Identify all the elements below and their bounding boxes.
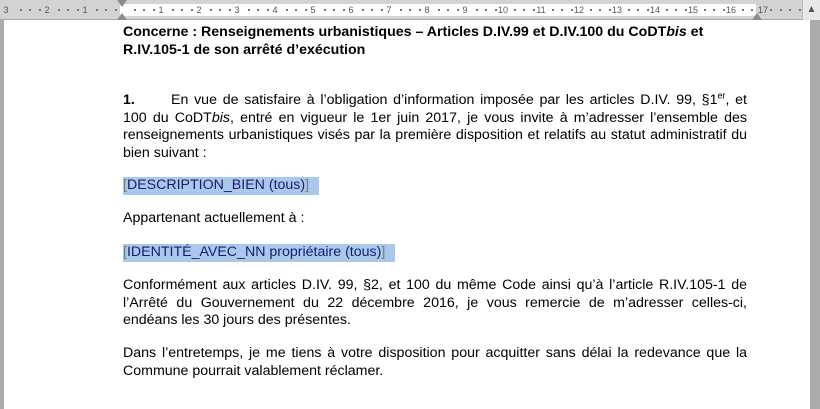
ruler-dot [191, 9, 193, 11]
field-close-bracket: ] [381, 244, 386, 260]
ruler-dot [153, 9, 155, 11]
paragraph-2: Conformément aux articles D.IV. 99, §2, et 100 du même Code ainsi qu’à l’article R.IV.105-1 de l’Arrêté du Gouvernement du 22 décembre 2016, je vous remercie de m’adresser celles-ci, endéans les 30 jours des présentes. [123, 277, 747, 328]
paragraph-1-text-a: En vue de satisfaire à l’obligation d’information imposée par les articles D.IV. 99, §1 [171, 92, 718, 108]
ruler-dot [799, 9, 801, 11]
ruler-dot [438, 9, 440, 11]
ruler-dot [666, 9, 668, 11]
ruler-number: 8 [424, 5, 430, 15]
ruler-number: 9 [462, 5, 468, 15]
field-identite-text: IDENTITÉ_AVEC_NN propriétaire (tous) [126, 244, 382, 260]
ruler-number: 3 [234, 5, 240, 15]
ruler-number: 17 [757, 5, 769, 15]
paragraph-1-italic: bis [211, 109, 230, 126]
subject-heading [123, 24, 747, 59]
paragraph-3: Dans l’entretemps, je me tiens à votre disposition pour acquitter sans délai la redevance que la Commune pourrait valablement réclamer. [123, 345, 747, 379]
ruler-dot [628, 9, 630, 11]
ruler-dot [476, 9, 478, 11]
ruler-dot [409, 9, 411, 11]
paragraph-1-text-b: , et 100 du CoDT [123, 92, 747, 126]
ruler-number: 11 [536, 5, 546, 15]
ruler-dot [533, 9, 535, 11]
ruler-dot [685, 9, 687, 11]
ruler-dot [333, 9, 335, 11]
ruler-dot [229, 9, 231, 11]
merge-field-description-bien[interactable] [123, 177, 319, 195]
ruler-number: 6 [348, 5, 354, 15]
ruler-dot [381, 9, 383, 11]
ruler-number: 1 [158, 5, 164, 15]
ruler-dot [590, 9, 592, 11]
ruler-number: 13 [611, 5, 623, 15]
subject-line2: R.IV.105-1 de son arrêté d’exécution [123, 41, 366, 58]
field-open-bracket: [ [123, 244, 127, 260]
ruler-dot [257, 9, 259, 11]
paragraph-1 [123, 92, 747, 162]
ruler-number: 7 [386, 5, 392, 15]
ruler-number: 2 [196, 5, 202, 15]
ruler-dot [286, 9, 288, 11]
ruler-dot [305, 9, 307, 11]
ruler-dot [134, 9, 136, 11]
ruler-dot [181, 9, 183, 11]
ruler-dot [400, 9, 402, 11]
subject-line1-italic: bis [666, 24, 687, 40]
ruler-dot [599, 9, 601, 11]
ruler-dot [419, 9, 421, 11]
ruler-dot [29, 9, 31, 11]
ruler-dot [58, 9, 60, 11]
ruler-dot [552, 9, 554, 11]
left-indent-marker[interactable] [117, 13, 127, 20]
ruler-number: 15 [687, 5, 699, 15]
ruler-dot [523, 9, 525, 11]
horizontal-ruler[interactable] [0, 0, 820, 20]
ruler-dot [723, 9, 725, 11]
ruler-dot [172, 9, 174, 11]
ruler-dot [248, 9, 250, 11]
ruler-dot [485, 9, 487, 11]
field-open-bracket: [ [123, 177, 127, 193]
ruler-dot [457, 9, 459, 11]
ruler-dot [704, 9, 706, 11]
right-indent-marker[interactable] [752, 13, 762, 20]
ruler-dot [742, 9, 744, 11]
ruler-dot [495, 9, 497, 11]
ruler-dot [105, 9, 107, 11]
ruler-dot [789, 9, 791, 11]
paragraph-1-superscript: er [717, 90, 726, 101]
ruler-dot [371, 9, 373, 11]
first-line-indent-marker[interactable] [117, 0, 127, 7]
document-page[interactable] [4, 20, 810, 409]
ruler-dot [647, 9, 649, 11]
ruler-dot [675, 9, 677, 11]
ruler-dot [571, 9, 573, 11]
ruler-number: 12 [573, 5, 585, 15]
belong-line: Appartenant actuellement à : [123, 210, 305, 226]
scroll-up-icon[interactable]: ▲ [802, 0, 820, 20]
ruler-dot [514, 9, 516, 11]
ruler-dot [343, 9, 345, 11]
ruler-dot [561, 9, 563, 11]
subject-line1-end: et [686, 24, 704, 40]
ruler-number: 5 [310, 5, 316, 15]
ruler-dot [20, 9, 22, 11]
ruler-dot [295, 9, 297, 11]
ruler-dot [324, 9, 326, 11]
ruler-dot [67, 9, 69, 11]
field-description-text: DESCRIPTION_BIEN (tous) [126, 177, 306, 193]
ruler-number: 3 [3, 5, 9, 15]
ruler-dot [447, 9, 449, 11]
ruler-dot [267, 9, 269, 11]
ruler-dot [770, 9, 772, 11]
ruler-dot [751, 9, 753, 11]
ruler-dot [143, 9, 145, 11]
ruler-number: 16 [725, 5, 737, 15]
ruler-dot [210, 9, 212, 11]
ruler-dot [362, 9, 364, 11]
merge-field-identite-proprietaire[interactable] [123, 244, 395, 262]
ruler-dot [637, 9, 639, 11]
paragraph-1-text-c: , entré en vigueur le 1er juin 2017, je vous invite à m’adresser l’ensemble des renseignements urbanistiques visés par la première disposition et relatifs au statut administratif du bien suivant : [123, 109, 747, 161]
ruler-dot [115, 9, 117, 11]
ruler-dot [609, 9, 611, 11]
field-close-bracket: ] [305, 177, 310, 193]
paragraph-number: 1. [123, 92, 135, 108]
ruler-dot [77, 9, 79, 11]
ruler-dot [219, 9, 221, 11]
ruler-number: 10 [497, 5, 509, 15]
ruler-dot [780, 9, 782, 11]
ruler-number: 14 [649, 5, 661, 15]
ruler-dot [96, 9, 98, 11]
subject-line1: Concerne : Renseignements urbanistiques – Articles D.IV.99 et D.IV.100 du CoDT [123, 24, 667, 40]
ruler-number: 4 [272, 5, 278, 15]
ruler-dot [39, 9, 41, 11]
ruler-number: 1 [82, 5, 88, 15]
ruler-number: 2 [44, 5, 50, 15]
ruler-dot [713, 9, 715, 11]
